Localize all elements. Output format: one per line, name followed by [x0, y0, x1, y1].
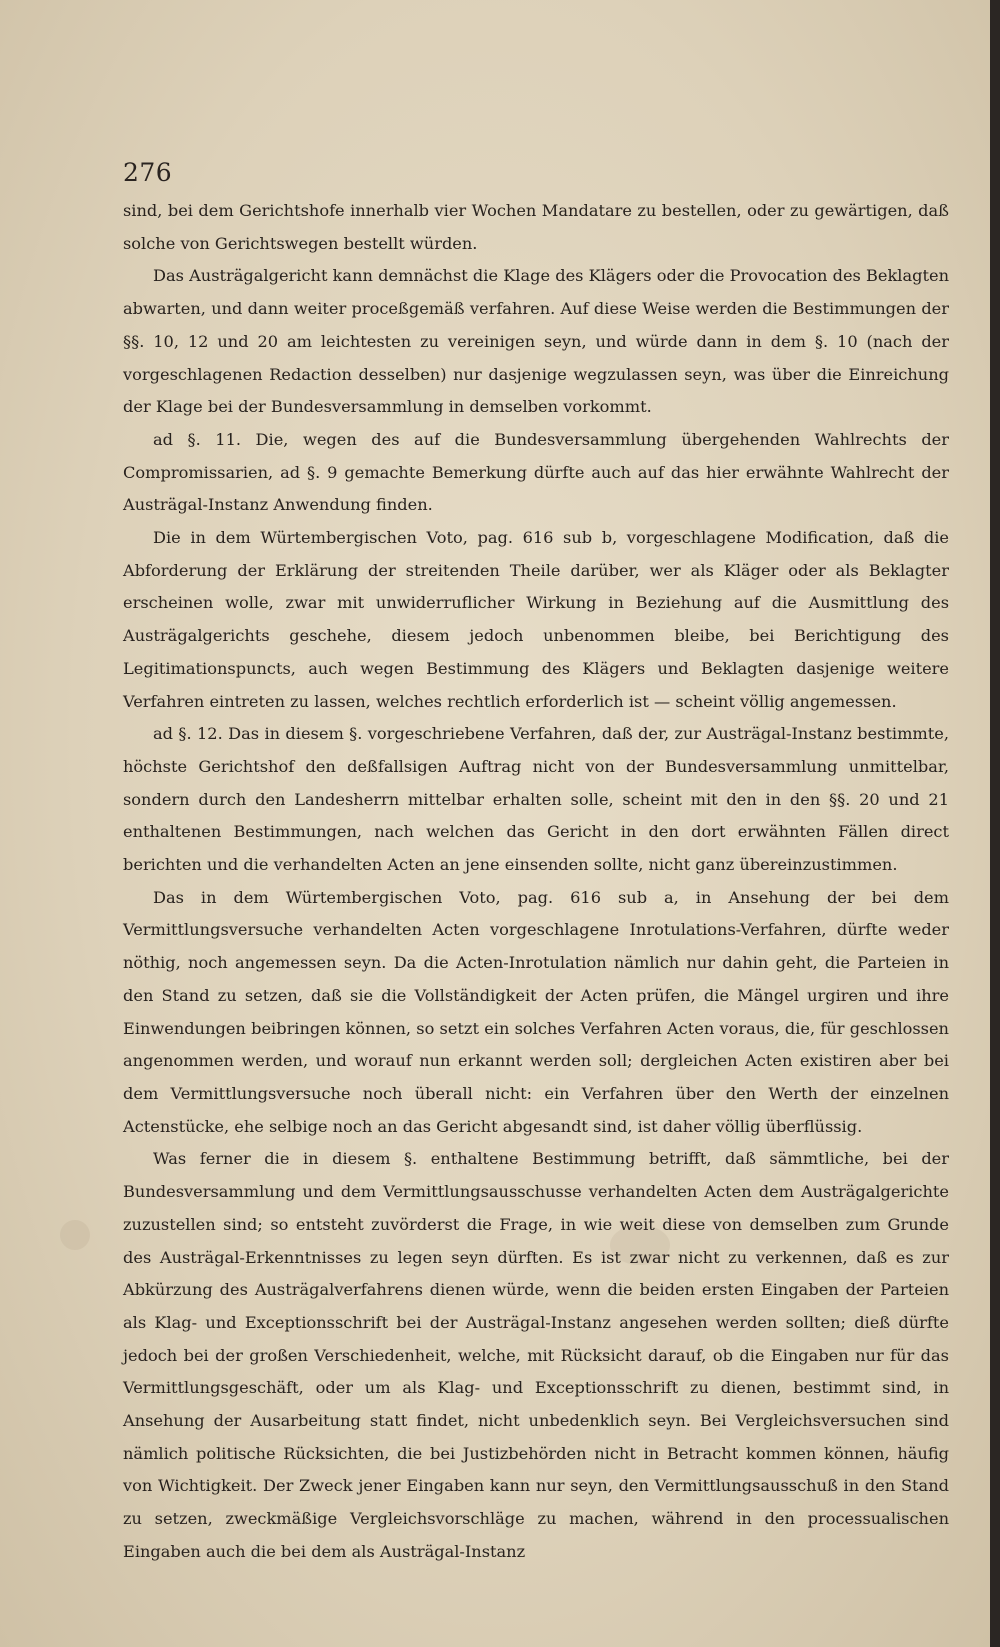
paragraph: Das Austrägalgericht kann demnächst die Klage des Klägers oder die Provocation des Beklagten abwarten, und dann weiter proceßgemäß verfahren. Auf diese Weise werden die Bestimmungen der §§. 10, 12 und 20 am leichtesten zu vereinigen seyn, und würde dann in dem §. 10 (nach der vorgeschlagenen Redaction desselben) nur dasjenige wegzulassen seyn, was über die Einreichung der Klage bei der Bundesversammlung in demselben vorkommt. [123, 266, 949, 417]
paragraph: sind, bei dem Gerichtshofe innerhalb vier Wochen Mandatare zu bestellen, oder zu gewärtigen, daß solche von Gerichtswegen bestellt würden. [123, 201, 949, 253]
page-number: 276 [123, 158, 173, 187]
paragraph: Die in dem Würtembergischen Voto, pag. 616 sub b, vorgeschlagene Modification, daß die Abforderung der Erklärung der streitenden Theile darüber, wer als Kläger oder als Beklagter erscheinen wolle, zwar mit unwiderruflicher Wirkung in Beziehung auf die Ausmittlung des Austrägalgerichts geschehe, diesem jedoch unbenommen bleibe, bei Berichtigung des Legitimationspuncts, auch wegen Bestimmung des Klägers und Beklagten dasjenige weitere Verfahren eintreten zu lassen, welches rechtlich erforderlich ist — scheint völlig angemessen. [123, 528, 949, 711]
paragraph: Das in dem Würtembergischen Voto, pag. 616 sub a, in Ansehung der bei dem Vermittlungsversuche verhandelten Acten vorgeschlagene Inrotulations-Verfahren, dürfte weder nöthig, noch angemessen seyn. Da die Acten-Inrotulation nämlich nur dahin geht, die Parteien in den Stand zu setzen, daß sie die Vollständigkeit der Acten prüfen, die Mängel urgiren und ihre Einwendungen beibringen können, so setzt ein solches Verfahren Acten voraus, die, für geschlossen angenommen werden, und worauf nun erkannt werden soll; dergleichen Acten existiren aber bei dem Vermittlungsversuche noch überall nicht: ein Verfahren über den Werth der einzelnen Actenstücke, ehe selbige noch an das Gericht abgesandt sind, ist daher völlig überflüssig. [123, 887, 949, 1136]
paragraph: ad §. 11. Die, wegen des auf die Bundesversammlung übergehenden Wahlrechts der Compromissarien, ad §. 9 gemachte Bemerkung dürfte auch auf das hier erwähnte Wahlrecht der Austrägal-Instanz Anwendung finden. [123, 429, 949, 515]
paragraph: Was ferner die in diesem §. enthaltene Bestimmung betrifft, daß sämmtliche, bei der Bundesversammlung und dem Vermittlungsausschusse verhandelten Acten dem Austrägalgerichte zuzustellen sind; so entsteht zuvörderst die Frage, in wie weit diese von demselben zum Grunde des Austrägal-Erkenntnisses zu legen seyn dürften. Es ist zwar nicht zu verkennen, daß es zur Abkürzung des Austrägalverfahrens dienen würde, wenn die beiden ersten Eingaben der Parteien als Klag- und Exceptionsschrift bei der Austrägal-Instanz angesehen werden sollten; dieß dürfte jedoch bei der großen Verschiedenheit, welche, mit Rücksicht darauf, ob die Eingaben nur für das Vermittlungsgeschäft, oder um als Klag- und Exceptionsschrift zu dienen, bestimmt sind, in Ansehung der Ausarbeitung statt findet, nicht unbedenklich seyn. Bei Vergleichsversuchen sind nämlich politische Rücksichten, die bei Justizbehörden nicht in Betracht kommen können, häufig von Wichtigkeit. Der Zweck jener Eingaben kann nur seyn, den Vermittlungsausschuß in den Stand zu setzen, zweckmäßige Vergleichsvorschläge zu machen, während in den processualischen Eingaben auch die bei dem als Austrägal-Instanz [123, 1149, 949, 1561]
paper-stain [60, 1220, 90, 1250]
body-text [123, 195, 949, 1569]
paragraph: ad §. 12. Das in diesem §. vorgeschriebene Verfahren, daß der, zur Austrägal-Instanz bestimmte, höchste Gerichtshof den deßfallsigen Auftrag nicht von der Bundesversammlung unmittelbar, sondern durch den Landesherrn mittelbar erhalten solle, scheint mit den in den §§. 20 und 21 enthaltenen Bestimmungen, nach welchen das Gericht in den dort erwähnten Fällen direct berichten und die verhandelten Acten an jene einsenden sollte, nicht ganz übereinzustimmen. [123, 724, 949, 875]
scan-edge [990, 0, 1000, 1647]
